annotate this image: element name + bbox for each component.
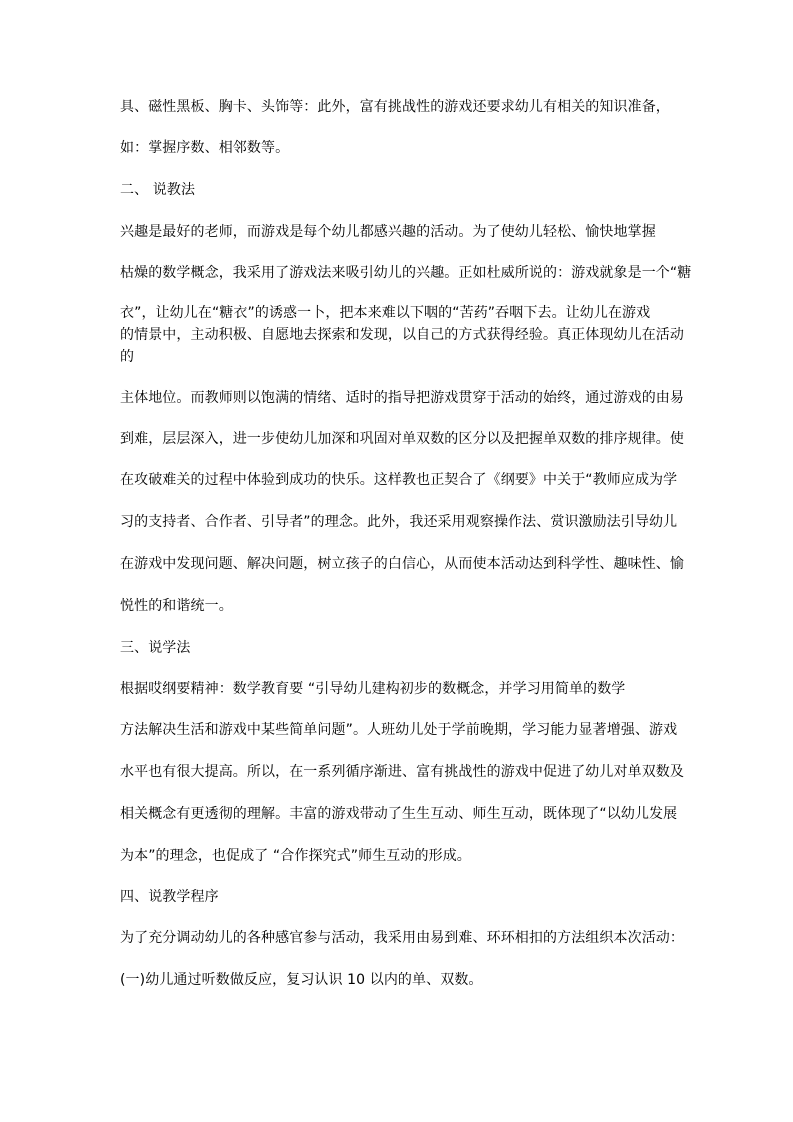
paragraph-line: 水平也有很大提高。所以，在一系列循序渐进、富有挑战性的游戏中促进了幼儿对单双数及 <box>120 764 684 780</box>
section-heading: 三、说学法 <box>120 640 191 656</box>
paragraph-line: (一)幼儿通过听数做反应，复习认识 10 以内的单、双数。 <box>120 972 483 988</box>
paragraph-line: 的 <box>120 349 135 365</box>
paragraph-line: 根据哎纲要精神：数学教育要 “引导幼儿建构初步的数概念，并学习用简单的数学 <box>120 681 626 697</box>
paragraph-line: 习的支持者、合作者、引导者”的理念。此外，我还采用观察操作法、赏识激励法引导幼儿 <box>120 514 678 530</box>
section-heading: 四、说教学程序 <box>120 889 219 905</box>
paragraph-line: 方法解决生活和游戏中某些简单问题”。人班幼儿处于学前晚期，学习能力显著增强、游戏 <box>120 722 678 738</box>
section-heading: 二、 说教法 <box>120 182 196 198</box>
paragraph-line: 在游戏中发现问题、解决问题，树立孩子的白信心，从而使本活动达到科学性、趣味性、愉 <box>120 556 684 572</box>
paragraph-line: 到难，层层深入，进一步使幼儿加深和巩固对单双数的区分以及把握单双数的排序规律。使 <box>120 431 684 447</box>
paragraph-line: 在攻破难关的过程中体验到成功的快乐。这样教也正契合了《纲要》中关于“教师应成为学 <box>120 472 678 488</box>
paragraph-line: 如：掌握序数、相邻数等。 <box>120 140 290 156</box>
paragraph-line: 枯燥的数学概念，我采用了游戏法来吸引幼儿的兴趣。正如杜威所说的：游戏就象是一个“糖 <box>120 265 692 281</box>
paragraph-line: 相关概念有更透彻的理解。丰富的游戏带动了生生互动、师生互动，既体现了“以幼儿发展 <box>120 806 678 822</box>
paragraph-line: 为本”的理念，也促成了 “合作探究式”师生互动的形成。 <box>120 848 471 864</box>
paragraph-line: 具、磁性黑板、胸卡、头饰等：此外，富有挑战性的游戏还要求幼儿有相关的知识准备， <box>120 99 670 115</box>
paragraph-line: 衣”，让幼儿在“糖衣”的诱惑一卜，把本来难以下咽的“苦药”吞咽下去。让幼儿在游戏 <box>120 305 651 321</box>
paragraph-line: 悦性的和谐统一。 <box>120 598 233 614</box>
paragraph-line: 的情景中，主动积极、自愿地去探索和发现，以自己的方式获得经验。真正体现幼儿在活动 <box>120 327 684 343</box>
paragraph-line: 兴趣是最好的老师，而游戏是每个幼儿都感兴趣的活动。为了使幼儿轻松、愉快地掌握 <box>120 224 656 240</box>
paragraph-line: 主体地位。而教师则以饱满的情绪、适时的指导把游戏贯穿于活动的始终，通过游戏的由易 <box>120 390 684 406</box>
paragraph-line: 为了充分调动幼儿的各种感官参与活动，我采用由易到难、环环相扣的方法组织本次活动： <box>120 930 684 946</box>
